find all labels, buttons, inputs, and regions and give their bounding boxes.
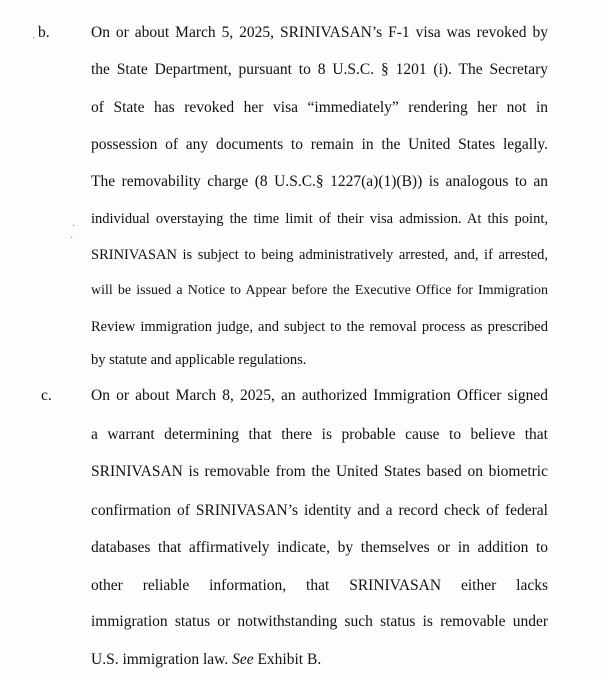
paragraph-marker-b: b.	[38, 24, 50, 41]
paragraph-c-line-4: confirmation of SRINIVASAN’s identity and a record check of federal	[91, 502, 548, 519]
scan-speck: ·	[32, 33, 36, 44]
paragraph-b-line-1: On or about March 5, 2025, SRINIVASAN’s F-1 visa was revoked by	[91, 24, 548, 41]
paragraph-c-line-1: On or about March 8, 2025, an authorized Immigration Officer signed	[91, 387, 548, 404]
paragraph-b-line-9: Review immigration judge, and subject to the removal process as prescribed	[91, 319, 548, 335]
paragraph-b-line-6: individual overstaying the time limit of their visa admission. At this point,	[91, 211, 548, 227]
paragraph-c-line-8-tail: Exhibit B.	[253, 651, 322, 668]
paragraph-marker-c: c.	[41, 387, 52, 404]
paragraph-b-line-5: The removability charge (8 U.S.C.§ 1227(a)(1)(B)) is analogous to an	[91, 173, 548, 190]
paragraph-b-line-10: by statute and applicable regulations.	[91, 352, 307, 368]
paragraph-b-line-7: SRINIVASAN is subject to being administratively arrested, and, if arrested,	[91, 247, 548, 263]
paragraph-c-line-8-italic: See	[232, 651, 254, 668]
paragraph-c-line-3: SRINIVASAN is removable from the United States based on biometric	[91, 463, 548, 480]
paragraph-b-line-4: possession of any documents to remain in the United States legally.	[91, 136, 548, 153]
paragraph-c-line-8	[91, 650, 321, 670]
scan-speck: ·	[72, 221, 76, 232]
paragraph-c-line-5: databases that affirmatively indicate, by themselves or in addition to	[91, 539, 548, 556]
scan-speck: ·	[70, 233, 74, 244]
paragraph-c-line-6: other reliable information, that SRINIVASAN either lacks	[91, 577, 548, 594]
paragraph-b-line-3: of State has revoked her visa “immediately” rendering her not in	[91, 99, 548, 116]
paragraph-c-line-2: a warrant determining that there is probable cause to believe that	[91, 426, 548, 443]
paragraph-b-line-8: will be issued a Notice to Appear before the Executive Office for Immigration	[91, 283, 548, 298]
paragraph-b-line-2: the State Department, pursuant to 8 U.S.C. § 1201 (i). The Secretary	[91, 61, 548, 78]
paragraph-c-line-7: immigration status or notwithstanding such status is removable under	[91, 613, 548, 630]
paragraph-c-line-8-text: U.S. immigration law.	[91, 651, 233, 668]
